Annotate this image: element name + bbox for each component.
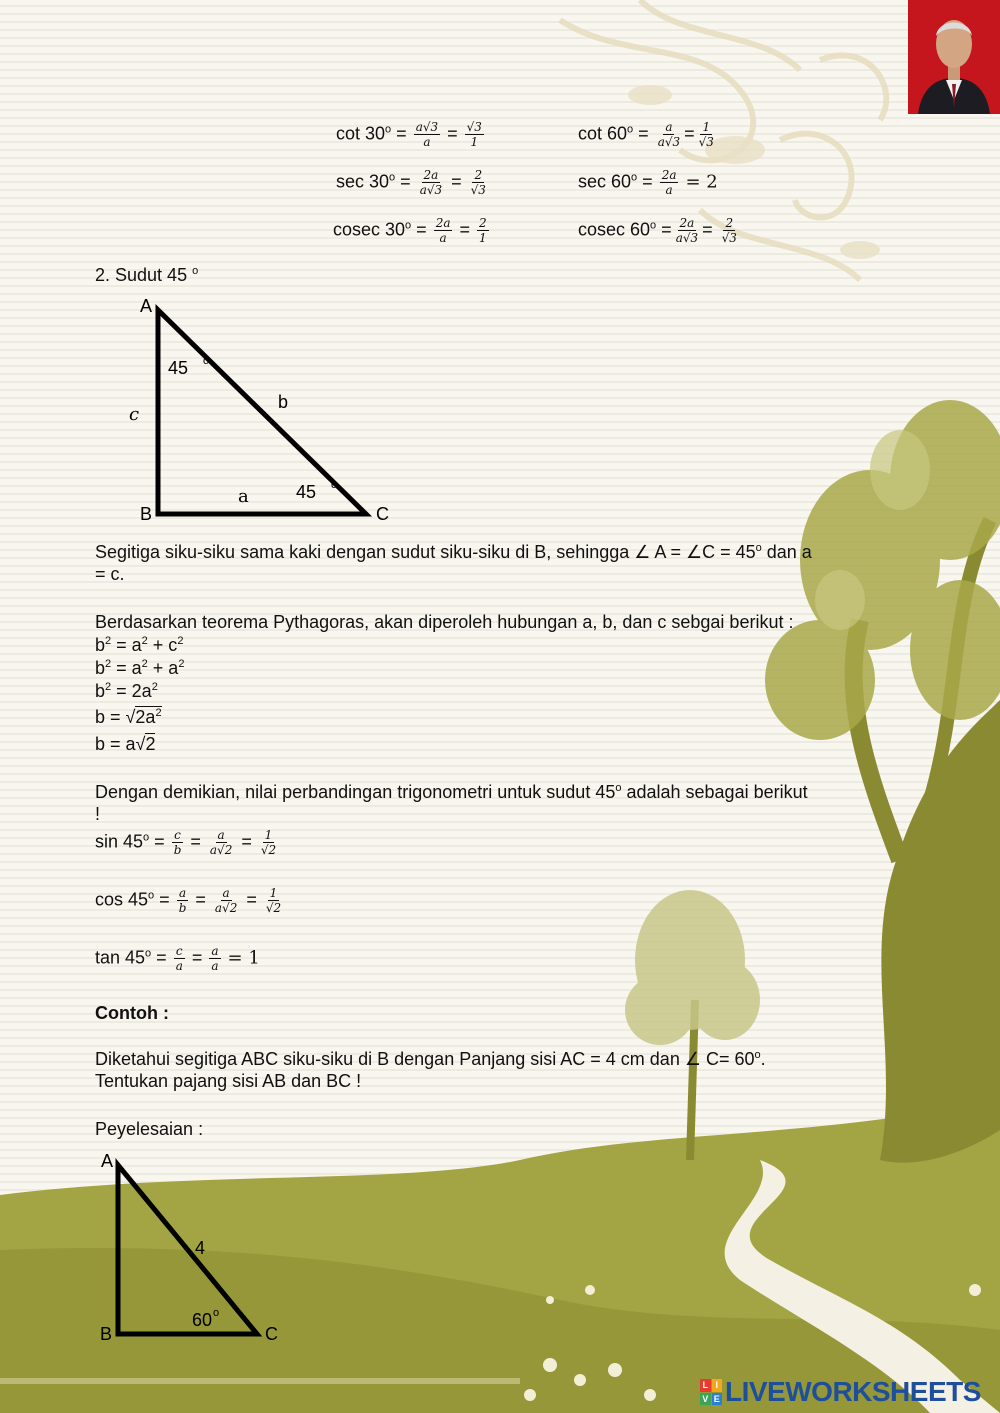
- liveworksheets-logo-icon: L I V E: [700, 1379, 722, 1405]
- angle-c-label: 45: [296, 482, 317, 502]
- section-title: 2. Sudut 45 $^o$: [95, 265, 199, 285]
- radical-sign: √: [125, 707, 136, 727]
- ratio-cot60: $\cot 60^o$ = $\frac{a}{a√3}$ = $\frac{1}{√3}$: [578, 120, 714, 149]
- example-angle-c-degree: o: [213, 1307, 220, 1319]
- radicand: 2: [145, 734, 156, 754]
- liveworksheets-text: LIVEWORKSHEETS: [725, 1376, 981, 1407]
- equation-line-3: $b^2 = 2a^2$: [95, 681, 158, 701]
- equation-line-2: $b^2 = a^2 + a^2$: [95, 658, 185, 678]
- author-photo: [908, 0, 1000, 114]
- example-problem: Diketahui segitiga ABC siku-siku di B dengan Panjang sisi AC = 4 cm dan ∠ $C= 60^o$. Tentukan pajang sisi AB dan BC !: [95, 1049, 766, 1091]
- example-vertex-c-label: C: [265, 1324, 278, 1344]
- paragraph-isosceles: Segitiga siku-siku sama kaki dengan sudut siku-siku di B, sehingga ∠ A = ∠C = $45^o$ dan a = c.: [95, 542, 812, 584]
- ratio-cosec60: cosec $60^o$ = $\frac{2a}{a√3}$ = $\frac{2}{√3}$: [578, 216, 737, 245]
- example-vertex-b-label: B: [100, 1324, 113, 1344]
- equation-line-1: $b^2 = a^2 + c^2$: [95, 635, 184, 655]
- example-angle-c-label: 60: [192, 1310, 213, 1330]
- solution-label: Peyelesaian :: [95, 1119, 204, 1139]
- radical-sign: √: [135, 734, 146, 754]
- example-vertex-a-label: A: [101, 1151, 114, 1171]
- angle-a-label: 45: [168, 358, 189, 378]
- vertex-c-label: C: [376, 504, 389, 524]
- triangle-example-diagram: [95, 1145, 315, 1355]
- liveworksheets-watermark: [700, 1376, 981, 1408]
- equation-line-5: b = a√2: [95, 734, 156, 754]
- vertex-b-label: B: [140, 504, 153, 524]
- triangle-example-shape: [118, 1165, 257, 1334]
- vertex-a-label: A: [140, 296, 153, 316]
- angle-c-degree: o: [331, 479, 338, 491]
- side-b-label: b: [278, 392, 289, 412]
- equation-line-4: $b = √2a^2$: [95, 707, 162, 727]
- ratio-sec30: $\sec 30^o$ = $\frac{2a}{a√3}$ = $\frac{2}{√3}$: [336, 168, 486, 197]
- ratio-cos45: $\cos 45^o$ = $\frac{a}{b}$ = $\frac{a}{a√2}$ = $\frac{1}{√2}$: [95, 886, 282, 915]
- example-heading: Contoh :: [95, 1003, 169, 1023]
- paragraph-pythagoras: Berdasarkan teorema Pythagoras, akan diperoleh hubungan a, b, dan c sebgai berikut :: [95, 612, 794, 632]
- triangle-45-diagram: [120, 290, 420, 530]
- ratio-cosec30: cosec $30^o$ = $\frac{2a}{a}$ = $\frac{2}{1}$: [333, 216, 487, 245]
- ratio-tan45: $\tan 45^o$ = $\frac{c}{a}$ = $\frac{a}{a}$ = 1: [95, 944, 260, 973]
- side-c-label: c: [129, 404, 140, 425]
- radicand: $2a^2$: [135, 707, 162, 727]
- ratio-cot30: $\cot 30^o$ = $\frac{a√3}{a}$ = $\frac{√3}{1}$: [336, 120, 482, 149]
- side-a-label: a: [238, 486, 249, 507]
- angle-a-degree: o: [203, 355, 210, 367]
- ratio-sec60: $\sec 60^o$ = $\frac{2a}{a}$ = 2: [578, 168, 718, 197]
- ratio-sin45: $\sin 45^o$ = $\frac{c}{b}$ = $\frac{a}{a√2}$ = $\frac{1}{√2}$: [95, 828, 277, 857]
- example-side-ac-label: 4: [195, 1238, 206, 1258]
- paragraph-trig-values: Dengan demikian, nilai perbandingan trigonometri untuk sudut 45$^o$ adalah sebagai berikut !: [95, 782, 808, 824]
